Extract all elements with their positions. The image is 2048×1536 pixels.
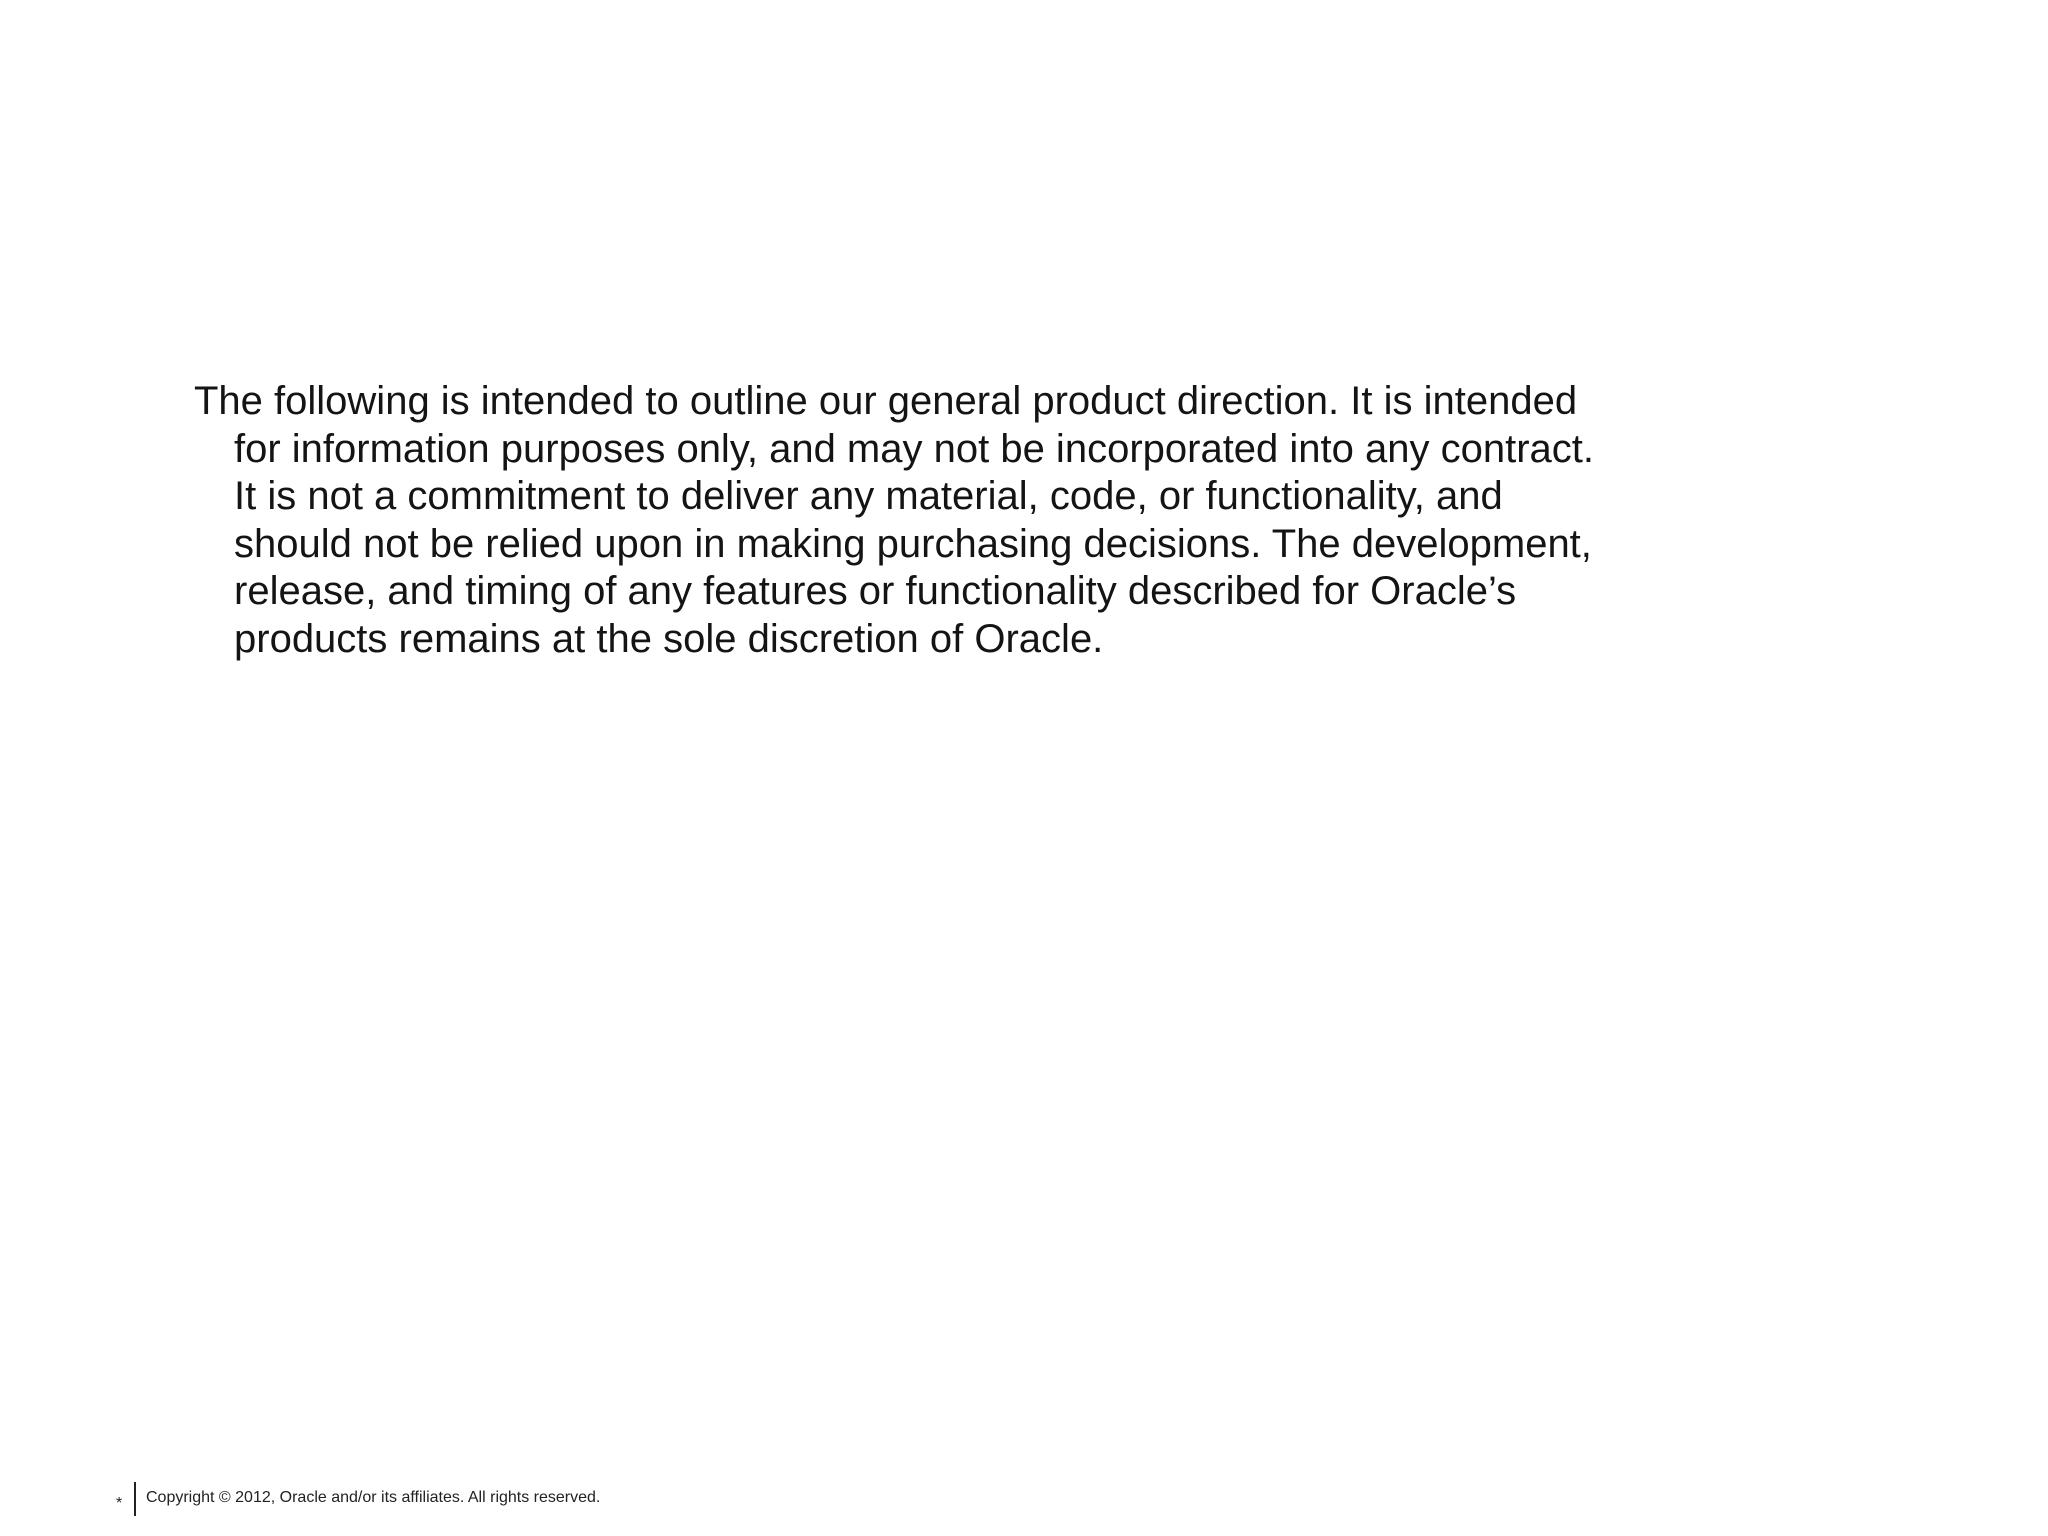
copyright-notice: Copyright © 2012, Oracle and/or its affiliates. All rights reserved.	[146, 1489, 601, 1506]
disclaimer-line: It is not a commitment to deliver any material, code, or functionality, and	[234, 474, 1503, 518]
footer-divider	[134, 1482, 136, 1516]
slide-footer	[116, 1482, 600, 1522]
disclaimer-line: release, and timing of any features or functionality described for Oracle’s	[234, 569, 1517, 613]
disclaimer-line: for information purposes only, and may not be incorporated into any contract.	[234, 426, 1595, 471]
disclaimer-line: products remains at the sole discretion of Oracle.	[234, 616, 1104, 661]
disclaimer-text	[194, 378, 1674, 663]
slide-number: *	[116, 1495, 123, 1512]
disclaimer-line: The following is intended to outline our general product direction. It is intended	[194, 379, 1578, 423]
disclaimer-line: should not be relied upon in making purchasing decisions. The development,	[234, 521, 1592, 566]
